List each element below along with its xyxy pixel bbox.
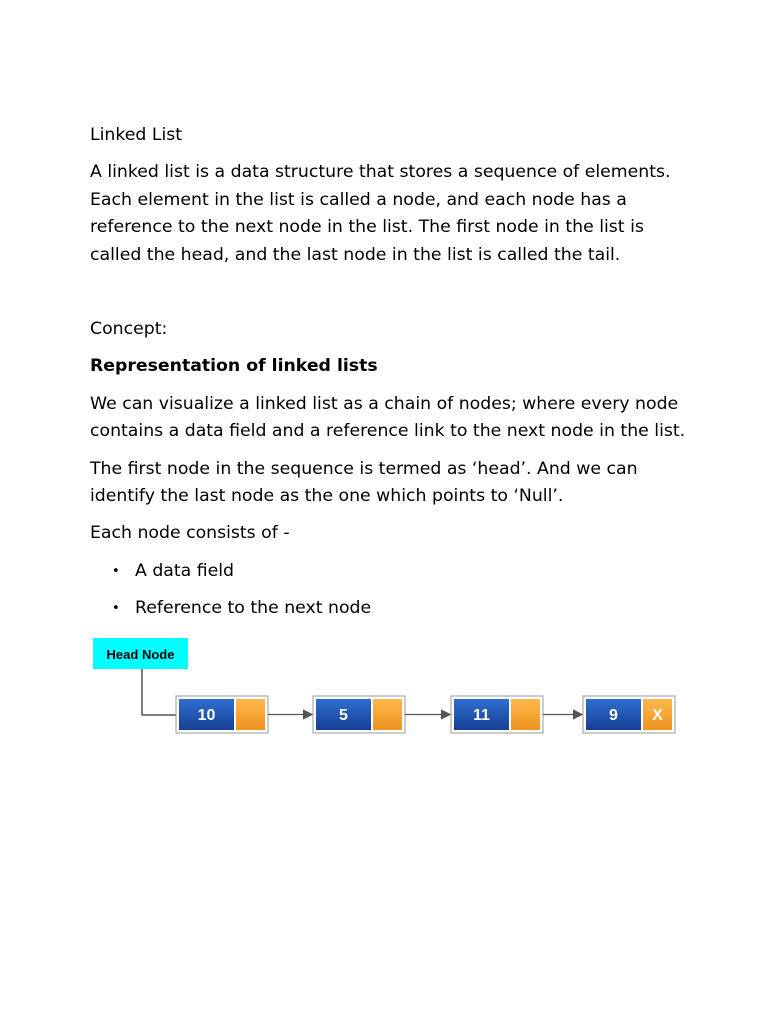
node-value-label: 10 (197, 707, 216, 724)
node-pointer-field (373, 699, 402, 730)
bullet-item: • Reference to the next node (90, 595, 690, 622)
head-node-label: Head Node (106, 647, 175, 662)
section-heading: Representation of linked lists (90, 356, 378, 377)
node-value-label: 5 (339, 707, 348, 724)
linked-list-diagram (88, 632, 688, 742)
null-marker-label: X (652, 707, 663, 724)
node-pointer-field (236, 699, 265, 730)
bullet-list (90, 558, 690, 623)
visualize-paragraph: We can visualize a linked list as a chain of nodes; where every node contains a data field and a reference link to the next node in the list. (90, 393, 686, 442)
document-title: Linked List (90, 125, 183, 145)
head-connector-line (142, 669, 176, 715)
document-body (90, 122, 690, 633)
node-consists-paragraph: Each node consists of - (90, 523, 290, 544)
intro-paragraph: A linked list is a data structure that stores a sequence of elements. Each element in the list is called a node, and each node has a reference to the next node in the list. The first node in the list is called the head, and the last node in the list is called the tail. (90, 162, 671, 265)
concept-label: Concept: (90, 319, 168, 340)
node-value-label: 9 (609, 707, 618, 724)
nodes-group (176, 696, 675, 733)
bullet-item: • A data field (90, 558, 690, 585)
head-null-paragraph: The first node in the sequence is termed as ‘head’. And we can identify the last node as the one which points to ‘Null’. (90, 458, 638, 507)
bullet-dot-icon: • (112, 601, 120, 617)
node-value-label: 11 (473, 707, 490, 724)
node-pointer-field (511, 699, 540, 730)
bullet-dot-icon: • (112, 563, 120, 579)
linked-list-svg (88, 632, 688, 742)
